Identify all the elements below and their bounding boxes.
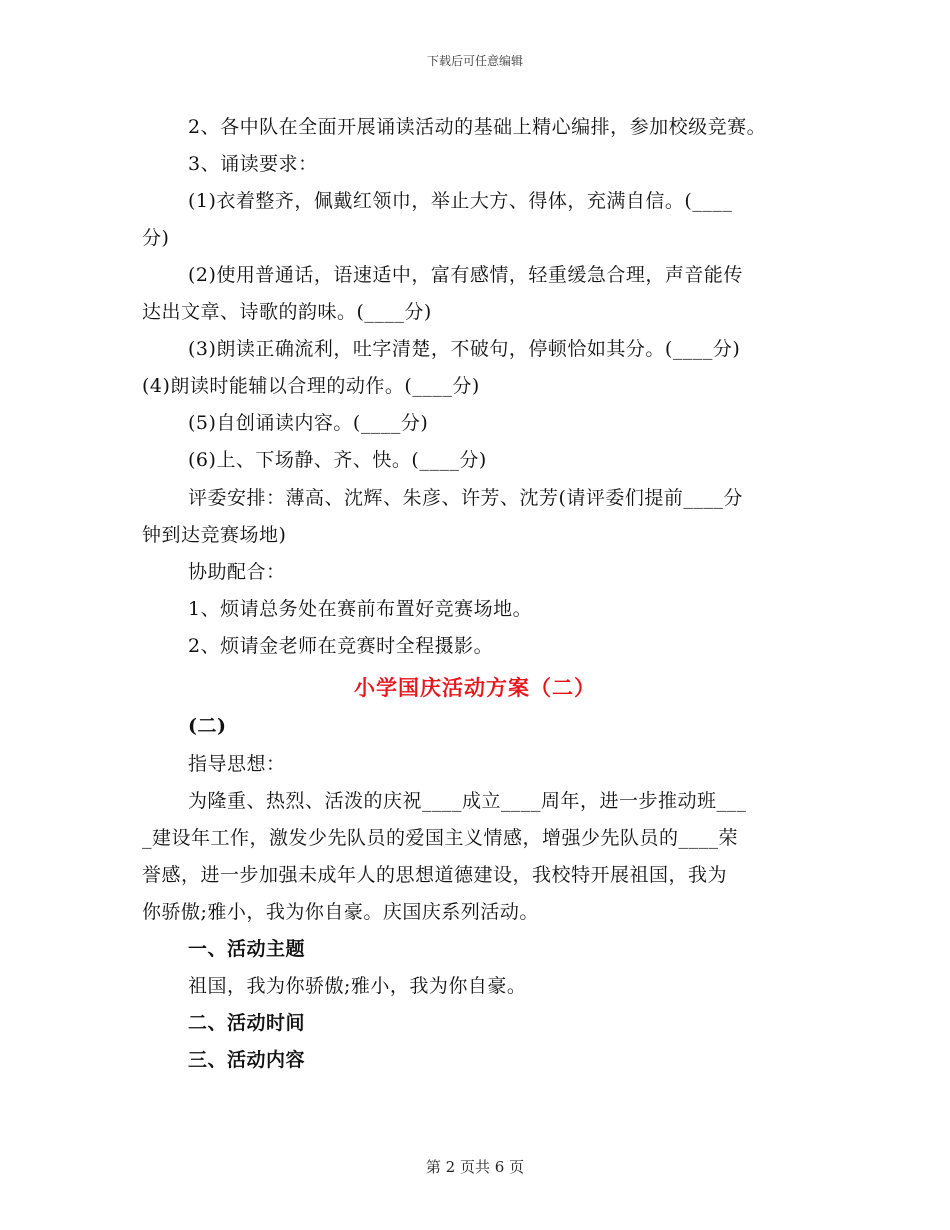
requirement-3: (3)朗读正确流利，吐字清楚，不破句，停顿恰如其分。(____分) bbox=[188, 338, 741, 360]
guiding-thought-heading: 指导思想： bbox=[188, 753, 286, 775]
assist-item-2: 2、烦请金老师在竞赛时全程摄影。 bbox=[188, 635, 494, 657]
activity-theme-text: 祖国，我为你骄傲;雅小，我为你自豪。 bbox=[188, 975, 527, 997]
assist-item-1: 1、烦请总务处在赛前布置好竞赛场地。 bbox=[188, 598, 533, 620]
guiding-paragraph-line4: 你骄傲;雅小，我为你自豪。庆国庆系列活动。 bbox=[142, 901, 539, 923]
judges-line1: 评委安排：薄高、沈辉、朱彦、许芳、沈芳(请评委们提前____分 bbox=[188, 487, 743, 509]
page-header: 下载后可任意编辑 bbox=[426, 54, 523, 68]
heading-activity-time: 二、活动时间 bbox=[188, 1012, 306, 1034]
section-title: 小学国庆活动方案（二） bbox=[354, 675, 596, 700]
paragraph-item-2: 2、各中队在全面开展诵读活动的基础上精心编排，参加校级竞赛。 bbox=[188, 116, 767, 138]
guiding-paragraph-line1: 为隆重、热烈、活泼的庆祝____成立____周年，进一步推动班___ bbox=[188, 790, 747, 812]
judges-line2: 钟到达竞赛场地) bbox=[142, 524, 287, 546]
requirement-6: (6)上、下场静、齐、快。(____分) bbox=[188, 449, 487, 471]
heading-activity-content: 三、活动内容 bbox=[188, 1049, 306, 1071]
guiding-paragraph-line3: 誉感，进一步加强未成年人的思想道德建设，我校特开展祖国，我为 bbox=[142, 864, 728, 886]
assist-heading: 协助配合： bbox=[188, 561, 286, 583]
requirement-4: (4)朗读时能辅以合理的动作。(____分) bbox=[142, 375, 480, 397]
requirement-5: (5)自创诵读内容。(____分) bbox=[188, 412, 429, 434]
paragraph-requirements-heading: 3、诵读要求： bbox=[188, 153, 318, 175]
requirement-1-line1: (1)衣着整齐，佩戴红领巾，举止大方、得体，充满自信。(____ bbox=[188, 190, 733, 212]
subsection-number: (二) bbox=[188, 715, 227, 737]
heading-activity-theme: 一、活动主题 bbox=[188, 938, 306, 960]
guiding-paragraph-line2: _建设年工作，激发少先队员的爱国主义情感，增强少先队员的____荣 bbox=[142, 827, 739, 849]
requirement-2-line1: (2)使用普通话，语速适中，富有感情，轻重缓急合理，声音能传 bbox=[188, 264, 743, 286]
requirement-1-line2: 分) bbox=[142, 227, 170, 249]
requirement-2-line2: 达出文章、诗歌的韵味。(____分) bbox=[142, 301, 432, 323]
page-footer: 第 2 页共 6 页 bbox=[425, 1158, 525, 1176]
